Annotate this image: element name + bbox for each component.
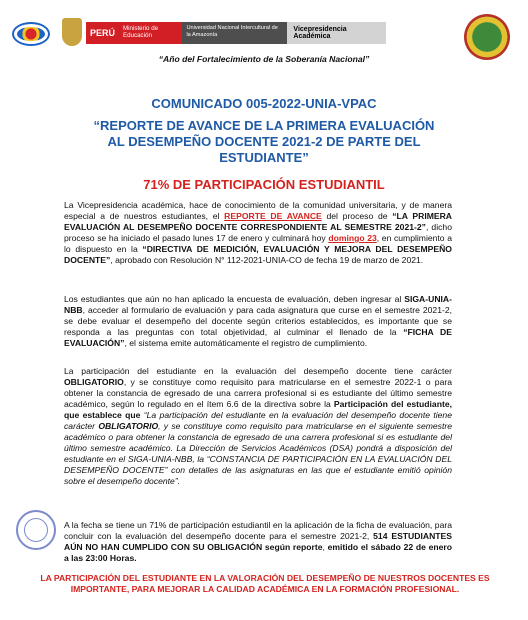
p2-ficha-name: “FICHA DE EVALUACIÓN” <box>64 327 452 348</box>
p3-quote-obligatorio: OBLIGATORIO <box>98 421 159 431</box>
year-slogan: “Año del Fortalecimiento de la Soberanía Nacional” <box>158 54 370 64</box>
official-stamp <box>16 510 56 550</box>
paragraph-3 <box>64 366 452 487</box>
p1-date-highlight: domingo 23 <box>328 233 377 243</box>
p3-participation-bold: Participación del estudiante, que establece que <box>64 399 452 420</box>
paragraph-1 <box>64 200 452 266</box>
p2-text-c: , acceder al formulario de evaluación y para cada asignatura que curse en el semestre 2021-2, se debe evaluar el desempeño del docente según criterios establecidos, es importante que se responda a las preguntas con total objetividad, al culminar el llenado de la <box>64 305 452 337</box>
p3-text-c: , y se constituye como requisito para matricularse en el semestre 2022-1 o para obtener la constancia de egresado de una carrera profesional si es estudiante del último semestre académico, según lo regulado en el ítem 6.6 de la directiva sobre la <box>64 377 452 409</box>
p1-process-name: “LA PRIMERA EVALUACIÓN AL DESEMPEÑO DOCENTE CORRESPONDIENTE AL SEMESTRE 2021-2” <box>64 211 453 232</box>
paragraph-4 <box>64 520 452 564</box>
school-logo <box>12 22 50 46</box>
universidad-label: Universidad Nacional Intercultural de la Amazonía <box>182 22 287 44</box>
ministerio-label: Ministerio de Educación <box>119 22 182 44</box>
p2-text-a: Los estudiantes que aún no han aplicado la encuesta de evaluación, deben ingresar al <box>64 294 405 304</box>
p1-text-a: La Vicepresidencia académica, hace de conocimiento de la comunidad universitaria, y de manera especial a de nuestros estudiantes, el <box>64 200 452 221</box>
p4-text-c: , <box>322 542 328 552</box>
peru-label: PERÚ <box>86 22 119 44</box>
vicepresidencia-label: Vicepresidencia Académica <box>287 22 386 44</box>
title-line-1: “REPORTE DE AVANCE DE LA PRIMERA EVALUACIÓN <box>93 118 435 133</box>
title-line-3: ESTUDIANTE” <box>219 150 309 165</box>
institution-bar <box>86 22 386 44</box>
p3-quote-a: “La participación del estudiante en la evaluación del desempeño docente tiene carácter <box>64 410 452 431</box>
p1-directive-name: “DIRECTIVA DE MEDICIÓN, EVALUACIÓN Y MEJORA DEL DESEMPEÑO DOCENTE” <box>64 244 452 265</box>
p1-text-i: , aprobado con Resolución N° 112-2021-UNIA-CO de fecha 19 de marzo de 2021. <box>110 255 424 265</box>
participation-heading: 71% DE PARTICIPACIÓN ESTUDIANTIL <box>143 177 385 192</box>
p4-text-a: A la fecha se tiene un 71% de participación estudiantil en la aplicación de la ficha de evaluación, para concluir con la evaluación del desempeño docente para el semestre 2021-2, <box>64 520 452 541</box>
p2-text-e: , el sistema emite automáticamente el registro de cumplimiento. <box>124 338 368 348</box>
p1-report-highlight: REPORTE DE AVANCE <box>224 211 322 221</box>
p1-text-e: , dicho proceso se ha iniciado el pasado lunes 17 de enero y culminará hoy <box>64 222 452 243</box>
peru-shield-icon <box>62 18 82 46</box>
paragraph-2 <box>64 294 452 349</box>
p3-text-a: La participación del estudiante en la evaluación del desempeño docente tiene carácter <box>64 366 452 376</box>
p4-report-date: emitido el sábado 22 de enero a las 23:00 Horas. <box>64 542 452 563</box>
p1-text-c: del proceso de <box>321 211 393 221</box>
p1-text-g: , en cumplimiento a lo dispuesto en la <box>64 233 452 254</box>
closing-statement: LA PARTICIPACIÓN DEL ESTUDIANTE EN LA VALORACIÓN DEL DESEMPEÑO DE NUESTROS DOCENTES ES IMPORTANTE, PARA MEJORAR LA CALIDAD ACADÉMICA EN LA FORMACIÓN PROFESIONAL. <box>40 573 490 594</box>
p3-obligatorio: OBLIGATORIO <box>64 377 124 387</box>
p3-quote-g: , y se constituye como requisito para matricularse en el siguiente semestre académico o para obtener la constancia de egresado de una carrera profesional si es estudiante del último semestre académico. La Dirección de Servicios Académicos (DSA) pondrá a disposición del estudiante en el SIGA-UNIA-NBB, la “CONSTANCIA DE PARTICIPACIÓN EN LA EVALUACIÓN DEL DESEMPEÑO DOCENTE” con detalles de las asignaturas en las que el estudiante emitió opinión sobre el desempeño docente”. <box>64 421 452 486</box>
title-line-2: AL DESEMPEÑO DOCENTE 2021-2 DE PARTE DEL <box>107 134 421 149</box>
p2-siga-name: SIGA-UNIA-NBB <box>64 294 452 315</box>
p4-pending-students: 514 ESTUDIANTES AÚN NO HAN CUMPLIDO CON SU OBLIGACIÓN según reporte <box>64 531 452 552</box>
comunicado-number: COMUNICADO 005-2022-UNIA-VPAC <box>151 96 377 111</box>
